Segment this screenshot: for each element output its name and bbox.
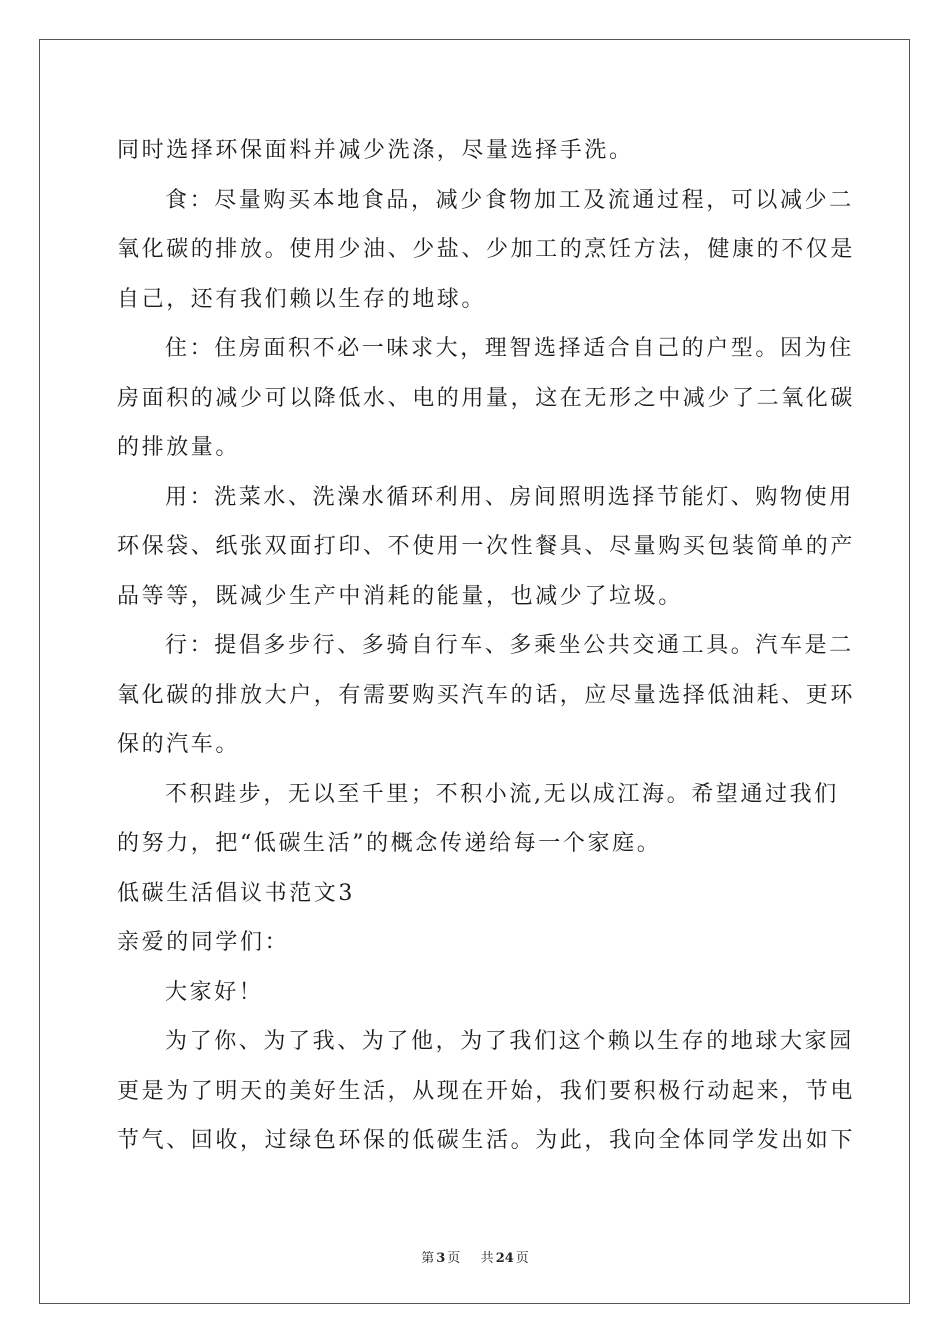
greeting: 大家好！ xyxy=(165,979,264,1005)
paragraph-travel-line: 行：提倡多步行、多骑自行车、多乘坐公共交通工具。汽车是二 xyxy=(165,633,854,658)
text-line: 节气、回收，过绿色环保的低碳生活。为此，我向全体同学发出如下 xyxy=(117,1128,856,1153)
text-line: 自己，还有我们赖以生存的地球。 xyxy=(117,286,487,312)
text-line: 同时选择环保面料并减少洗涤，尽量选择手洗。 xyxy=(117,138,634,163)
document-body xyxy=(117,126,856,1166)
total-pages-indicator: 共 24 页 xyxy=(480,1251,529,1266)
text-line: 品等等，既减少生产中消耗的能量，也减少了垃圾。 xyxy=(117,583,683,609)
salutation: 亲爱的同学们： xyxy=(117,930,290,955)
text-line: 更是为了明天的美好生活，从现在开始，我们要积极行动起来，节电 xyxy=(117,1078,856,1104)
text-line: 的排放量。 xyxy=(117,435,241,460)
paragraph-food-line: 食：尽量购买本地食品，减少食物加工及流通过程，可以减少二 xyxy=(165,187,854,213)
page-indicator: 第 3 页 xyxy=(421,1251,461,1266)
paragraph-intro-line: 为了你、为了我、为了他，为了我们这个赖以生存的地球大家园 xyxy=(165,1029,854,1054)
text-line: 氧化碳的排放大户，有需要购买汽车的话，应尽量选择低油耗、更环 xyxy=(117,682,856,708)
paragraph-closing-line: 不积跬步，无以至千里；不积小流,无以成江海。希望通过我们 xyxy=(165,781,839,807)
text-line: 环保袋、纸张双面打印、不使用一次性餐具、尽量购买包装简单的产 xyxy=(117,534,856,559)
text-line: 的努力，把“低碳生活”的概念传递给每一个家庭。 xyxy=(117,831,662,856)
text-line: 氧化碳的排放。使用少油、少盐、少加工的烹饪方法，健康的不仅是 xyxy=(117,237,856,262)
paragraph-housing-line: 住：住房面积不必一味求大，理智选择适合自己的户型。因为住 xyxy=(165,336,854,361)
section-heading: 低碳生活倡议书范文3 xyxy=(117,880,355,906)
text-line: 房面积的减少可以降低水、电的用量，这在无形之中减少了二氧化碳 xyxy=(117,385,856,411)
paragraph-use-line: 用：洗菜水、洗澡水循环利用、房间照明选择节能灯、购物使用 xyxy=(165,484,854,510)
text-line: 保的汽车。 xyxy=(117,732,241,757)
page-footer xyxy=(0,1247,950,1266)
